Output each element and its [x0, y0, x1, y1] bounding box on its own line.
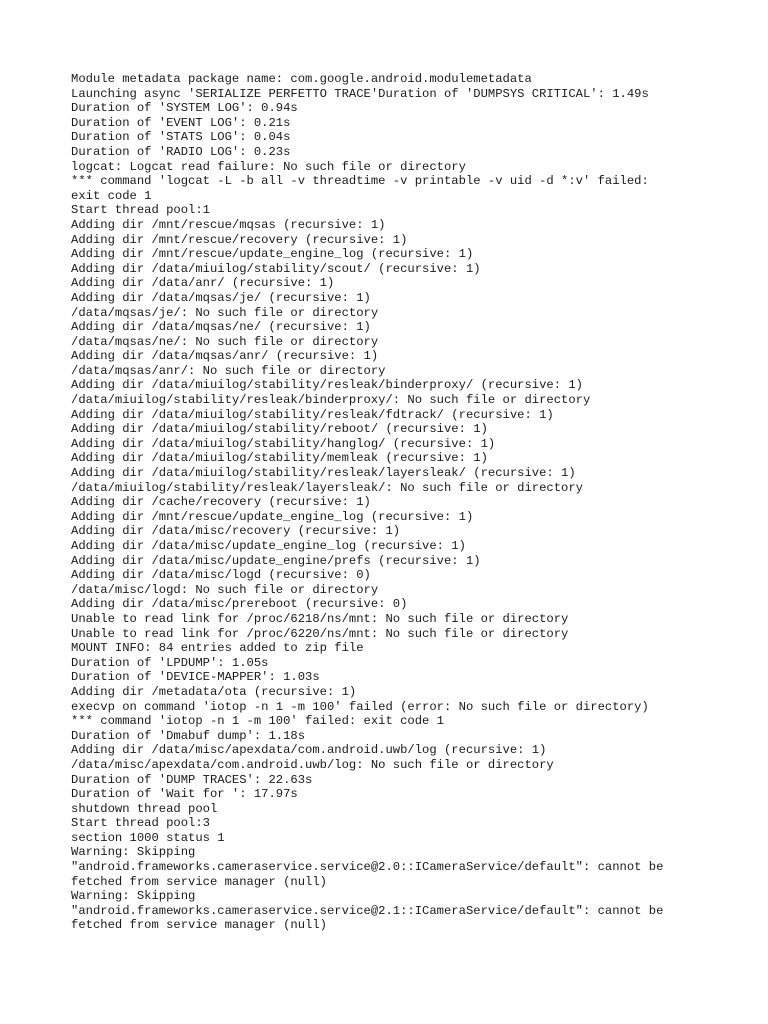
log-line: Adding dir /data/miuilog/stability/memleak (recursive: 1)	[71, 451, 488, 466]
log-line: Launching async 'SERIALIZE PERFETTO TRACE'Duration of 'DUMPSYS CRITICAL': 1.49s	[71, 86, 649, 101]
log-line: /data/miuilog/stability/resleak/binderproxy/: No such file or directory	[71, 393, 591, 408]
log-line: Duration of 'LPDUMP': 1.05s	[71, 655, 269, 670]
log-line: /data/mqsas/je/: No such file or directory	[71, 305, 379, 320]
log-line: /data/misc/apexdata/com.android.uwb/log: No such file or directory	[71, 757, 554, 772]
log-line: Adding dir /data/miuilog/stability/resleak/binderproxy/ (recursive: 1)	[71, 378, 583, 393]
log-line: /data/miuilog/stability/resleak/layersleak/: No such file or directory	[71, 480, 583, 495]
log-line: Start thread pool:3	[71, 816, 210, 831]
log-line: /data/mqsas/ne/: No such file or directory	[71, 334, 379, 349]
log-line: Adding dir /data/miuilog/stability/resleak/layersleak/ (recursive: 1)	[71, 466, 576, 481]
log-line: section 1000 status 1	[71, 830, 225, 845]
log-line: Adding dir /data/anr/ (recursive: 1)	[71, 276, 335, 291]
log-line: Unable to read link for /proc/6218/ns/mnt: No such file or directory	[71, 611, 569, 626]
log-line: Duration of 'DEVICE-MAPPER': 1.03s	[71, 670, 320, 685]
log-line: *** command 'logcat -L -b all -v threadtime -v printable -v uid -d *:v' failed:	[71, 174, 649, 189]
log-line: fetched from service manager (null)	[71, 918, 327, 933]
log-line: Adding dir /data/mqsas/ne/ (recursive: 1)	[71, 320, 371, 335]
log-line: Duration of 'DUMP TRACES': 22.63s	[71, 772, 313, 787]
log-line: Duration of 'Wait for ': 17.97s	[71, 787, 298, 802]
log-line: Adding dir /mnt/rescue/update_engine_log (recursive: 1)	[71, 509, 474, 524]
log-line: Adding dir /mnt/rescue/recovery (recursive: 1)	[71, 232, 408, 247]
log-line: Adding dir /cache/recovery (recursive: 1)	[71, 495, 371, 510]
log-line: Adding dir /data/miuilog/stability/resleak/fdtrack/ (recursive: 1)	[71, 407, 554, 422]
log-line: Adding dir /metadata/ota (recursive: 1)	[71, 684, 357, 699]
log-line: shutdown thread pool	[71, 801, 218, 816]
log-line: /data/misc/logd: No such file or directory	[71, 582, 379, 597]
log-line: "android.frameworks.cameraservice.service@2.1::ICameraService/default": cannot be	[71, 903, 664, 918]
log-line: Adding dir /data/miuilog/stability/reboot/ (recursive: 1)	[71, 422, 488, 437]
log-line: Adding dir /data/miuilog/stability/hanglog/ (recursive: 1)	[71, 436, 496, 451]
log-line: Module metadata package name: com.google.android.modulemetadata	[71, 72, 532, 86]
log-line: Adding dir /data/misc/prereboot (recursive: 0)	[71, 597, 408, 612]
log-line: fetched from service manager (null)	[71, 874, 327, 889]
log-line: Start thread pool:1	[71, 203, 210, 218]
log-line: exit code 1	[71, 188, 152, 203]
log-line: Duration of 'SYSTEM LOG': 0.94s	[71, 101, 298, 116]
log-line: "android.frameworks.cameraservice.service@2.0::ICameraService/default": cannot be	[71, 860, 664, 875]
log-line: Warning: Skipping	[71, 889, 196, 904]
log-line: Adding dir /data/misc/logd (recursive: 0)	[71, 568, 371, 583]
log-line: Duration of 'EVENT LOG': 0.21s	[71, 115, 291, 130]
log-line: Adding dir /data/misc/recovery (recursive: 1)	[71, 524, 401, 539]
log-line: Adding dir /data/misc/apexdata/com.android.uwb/log (recursive: 1)	[71, 743, 547, 758]
log-line: Duration of 'RADIO LOG': 0.23s	[71, 144, 291, 159]
log-line: Duration of 'STATS LOG': 0.04s	[71, 130, 291, 145]
log-line: Adding dir /mnt/rescue/mqsas (recursive: 1)	[71, 217, 386, 232]
log-line: Adding dir /data/mqsas/anr/ (recursive: 1)	[71, 349, 379, 364]
log-line: Unable to read link for /proc/6220/ns/mnt: No such file or directory	[71, 626, 569, 641]
log-line: Duration of 'Dmabuf dump': 1.18s	[71, 728, 306, 743]
log-line: Adding dir /data/mqsas/je/ (recursive: 1)	[71, 290, 371, 305]
log-document	[71, 72, 751, 933]
log-line: Adding dir /data/misc/update_engine/prefs (recursive: 1)	[71, 553, 481, 568]
log-line: Adding dir /data/misc/update_engine_log (recursive: 1)	[71, 539, 466, 553]
log-line: Adding dir /mnt/rescue/update_engine_log (recursive: 1)	[71, 247, 474, 262]
log-line: MOUNT INFO: 84 entries added to zip file	[71, 641, 364, 656]
log-line: *** command 'iotop -n 1 -m 100' failed: exit code 1	[71, 714, 444, 729]
log-line: Adding dir /data/miuilog/stability/scout/ (recursive: 1)	[71, 261, 481, 276]
log-line: Warning: Skipping	[71, 845, 196, 860]
log-line: /data/mqsas/anr/: No such file or directory	[71, 363, 386, 378]
log-line: logcat: Logcat read failure: No such file or directory	[71, 159, 466, 174]
log-line: execvp on command 'iotop -n 1 -m 100' failed (error: No such file or directory)	[71, 699, 649, 714]
